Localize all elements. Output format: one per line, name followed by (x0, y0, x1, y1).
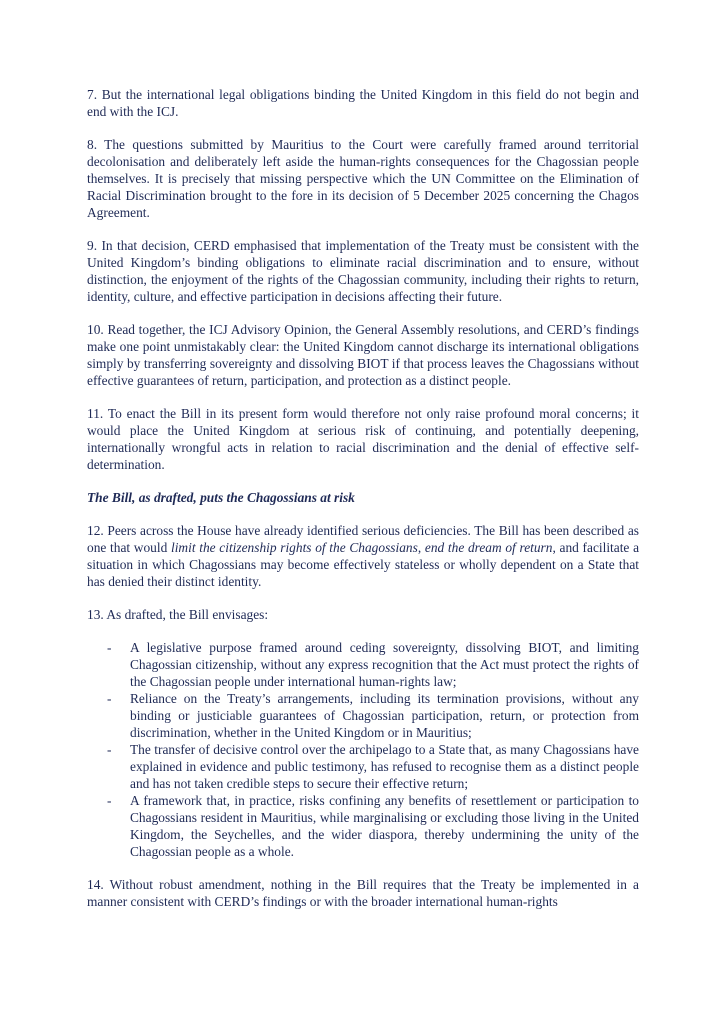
paragraph-9: 9. In that decision, CERD emphasised that implementation of the Treaty must be consistent with the United Kingdom’s binding obligations to eliminate racial discrimination and to ensure, without distinction, the enjoyment of the rights of the Chagossian community, including their rights to return, identity, culture, and effective participation in decisions affecting their future. (87, 238, 639, 304)
paragraph-8: 8. The questions submitted by Mauritius to the Court were carefully framed around territorial decolonisation and deliberately left aside the human-rights consequences for the Chagossian people themselves. It is precisely that missing perspective which the UN Committee on the Elimination of Racial Discrimination brought to the fore in its decision of 5 December 2025 concerning the Chagos Agreement. (87, 137, 639, 220)
paragraph-7: 7. But the international legal obligations binding the United Kingdom in this field do not begin and end with the ICJ. (87, 87, 639, 119)
paragraph-10: 10. Read together, the ICJ Advisory Opinion, the General Assembly resolutions, and CERD’s findings make one point unmistakably clear: the United Kingdom cannot discharge its international obligations simply by transferring sovereignty and dissolving BIOT if that process leaves the Chagossians without effective guarantees of return, participation, and protection as a distinct people. (87, 322, 639, 388)
paragraph-12 (87, 522, 639, 590)
list-item (87, 792, 639, 860)
bullet-marker: - (107, 691, 112, 706)
paragraph-12-text-3: , and facilitate a situation in which Chagossians may become effectively stateless or wholly dependent on a State that has denied their distinct identity. (87, 540, 640, 589)
bullet-marker: - (107, 742, 112, 757)
document-body (87, 86, 639, 926)
bullet-marker: - (107, 793, 112, 808)
list-item-text: A framework that, in practice, risks confining any benefits of resettlement or participation to Chagossians resident in Mauritius, while marginalising or excluding those living in the United Kingdom, the Seychelles, and the wider diaspora, thereby undermining the unity of the Chagossian people as a whole. (130, 793, 639, 859)
paragraph-11: 11. To enact the Bill in its present form would therefore not only raise profound moral concerns; it would place the United Kingdom at serious risk of continuing, and potentially deepening, internationally wrongful acts in relation to racial discrimination and the denial of effective self-determination. (87, 406, 639, 472)
section-heading: The Bill, as drafted, puts the Chagossians at risk (87, 490, 355, 505)
bullet-marker: - (107, 640, 112, 655)
paragraph-12-italic-2: end the dream of return (424, 540, 553, 555)
bullet-list (87, 639, 639, 860)
paragraph-14: 14. Without robust amendment, nothing in the Bill requires that the Treaty be implemented in a manner consistent with CERD’s findings or with the broader international human-rights (87, 877, 639, 909)
list-item-text: Reliance on the Treaty’s arrangements, including its termination provisions, without any binding or justiciable guarantees of Chagossian participation, return, or protection from discrimination, whether in the United Kingdom or in Mauritius; (130, 691, 639, 740)
list-item-text: The transfer of decisive control over the archipelago to a State that, as many Chagossians have explained in evidence and public testimony, has refused to recognise them as a distinct people and has not taken credible steps to secure their effective return; (130, 742, 639, 791)
paragraph-12-text-2: , (417, 540, 425, 555)
list-item (87, 690, 639, 741)
paragraph-12-italic-1: limit the citizenship rights of the Chagossians (170, 540, 418, 555)
list-item-text: A legislative purpose framed around ceding sovereignty, dissolving BIOT, and limiting Chagossian citizenship, without any express recognition that the Act must protect the rights of the Chagossian people under international human-rights law; (130, 640, 639, 689)
paragraph-12-text-1: 12. Peers across the House have already identified serious deficiencies. The Bill has been described as one that would (87, 523, 639, 555)
paragraph-13: 13. As drafted, the Bill envisages: (87, 607, 269, 622)
list-item (87, 741, 639, 792)
list-item (87, 639, 639, 690)
